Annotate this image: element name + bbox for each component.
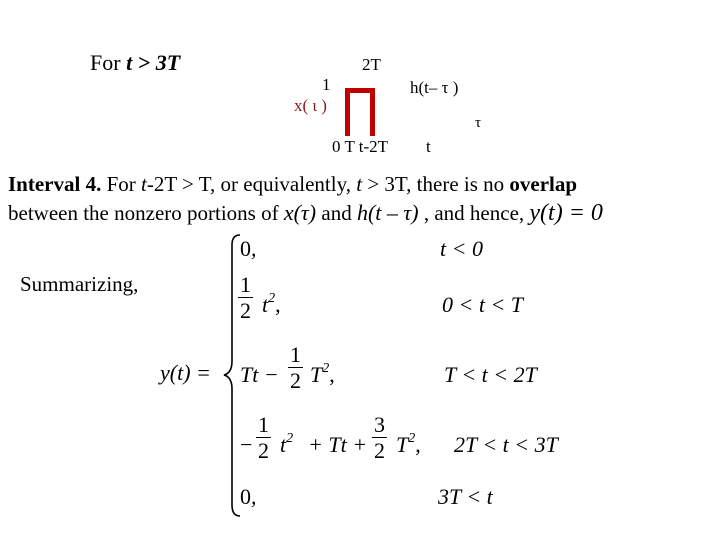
row-0-cond: t < 0	[440, 236, 483, 261]
comma: ,	[415, 432, 421, 457]
text-run: between the nonzero portions of	[8, 201, 284, 225]
term: T	[396, 432, 409, 457]
case-prefix: For	[90, 50, 127, 75]
denominator: 2	[240, 298, 251, 323]
tau-axis-label: τ	[475, 115, 482, 131]
term: T	[310, 362, 323, 387]
exponent: 2	[408, 431, 416, 446]
exponent: 2	[268, 291, 276, 306]
row-3-mid: + Tt +	[308, 432, 368, 457]
row-3-term-1	[280, 432, 293, 458]
case-condition: t > 3T	[126, 50, 181, 75]
row-3-fraction-2	[372, 413, 387, 464]
row-1-cond: 0 < t < T	[442, 292, 524, 317]
row-2-fraction	[288, 343, 303, 394]
text-run: and	[316, 201, 357, 225]
h-shift-label: h(t– τ )	[410, 78, 459, 97]
comma: ,	[329, 362, 335, 387]
denominator: 2	[290, 368, 301, 393]
term: t	[280, 432, 287, 457]
axis-tick-labels: 0 T t-2T	[332, 137, 389, 156]
row-2-cond: T < t < 2T	[444, 362, 537, 387]
numerator: 1	[258, 412, 269, 437]
comma: ,	[275, 292, 281, 317]
row-3-fraction-1	[256, 413, 271, 464]
numerator: 1	[240, 272, 251, 297]
paragraph-line-2	[8, 200, 603, 227]
x-tau-pulse	[345, 88, 375, 136]
numerator: 3	[374, 412, 385, 437]
row-2-head: Tt −	[240, 362, 279, 387]
row-3-cond: 2T < t < 3T	[454, 432, 558, 457]
piecewise-lhs: y(t) =	[160, 360, 211, 385]
y-zero-expr: y(t) = 0	[529, 200, 603, 226]
row-0-expr: 0,	[240, 236, 257, 261]
row-4-cond: 3T < t	[438, 484, 493, 509]
case-heading	[90, 50, 180, 76]
overlap-word: overlap	[509, 172, 578, 196]
text-run: , and hence,	[418, 201, 530, 225]
row-3-minus: −	[240, 432, 253, 457]
term: t	[262, 292, 269, 317]
row-4-expr: 0,	[240, 484, 257, 509]
denominator: 2	[374, 438, 385, 463]
numerator: 1	[290, 342, 301, 367]
text-run: > 3T, there is no	[362, 172, 510, 196]
x-tau-expr: x(τ)	[283, 200, 317, 225]
text-run: -2T > T, or equivalently,	[146, 172, 357, 196]
paragraph-line-1	[8, 172, 577, 197]
pulse-width-label: 2T	[362, 55, 381, 74]
text-run: For	[101, 172, 142, 196]
summary-label: Summarizing,	[20, 272, 139, 296]
pulse-height-label: 1	[322, 75, 331, 94]
row-3-term-2	[396, 432, 421, 458]
exponent: 2	[286, 431, 294, 446]
row-1-fraction	[238, 273, 253, 324]
interval-label: Interval 4.	[8, 172, 102, 196]
row-1-term	[262, 292, 281, 318]
t-marker-label: t	[426, 137, 431, 156]
text-run: t	[356, 172, 363, 196]
exponent: 2	[322, 361, 330, 376]
x-tau-label: x( ι )	[294, 96, 327, 115]
denominator: 2	[258, 438, 269, 463]
h-expr: h(t – τ)	[356, 200, 419, 225]
text-run: t	[141, 172, 147, 196]
row-2-term	[310, 362, 335, 388]
